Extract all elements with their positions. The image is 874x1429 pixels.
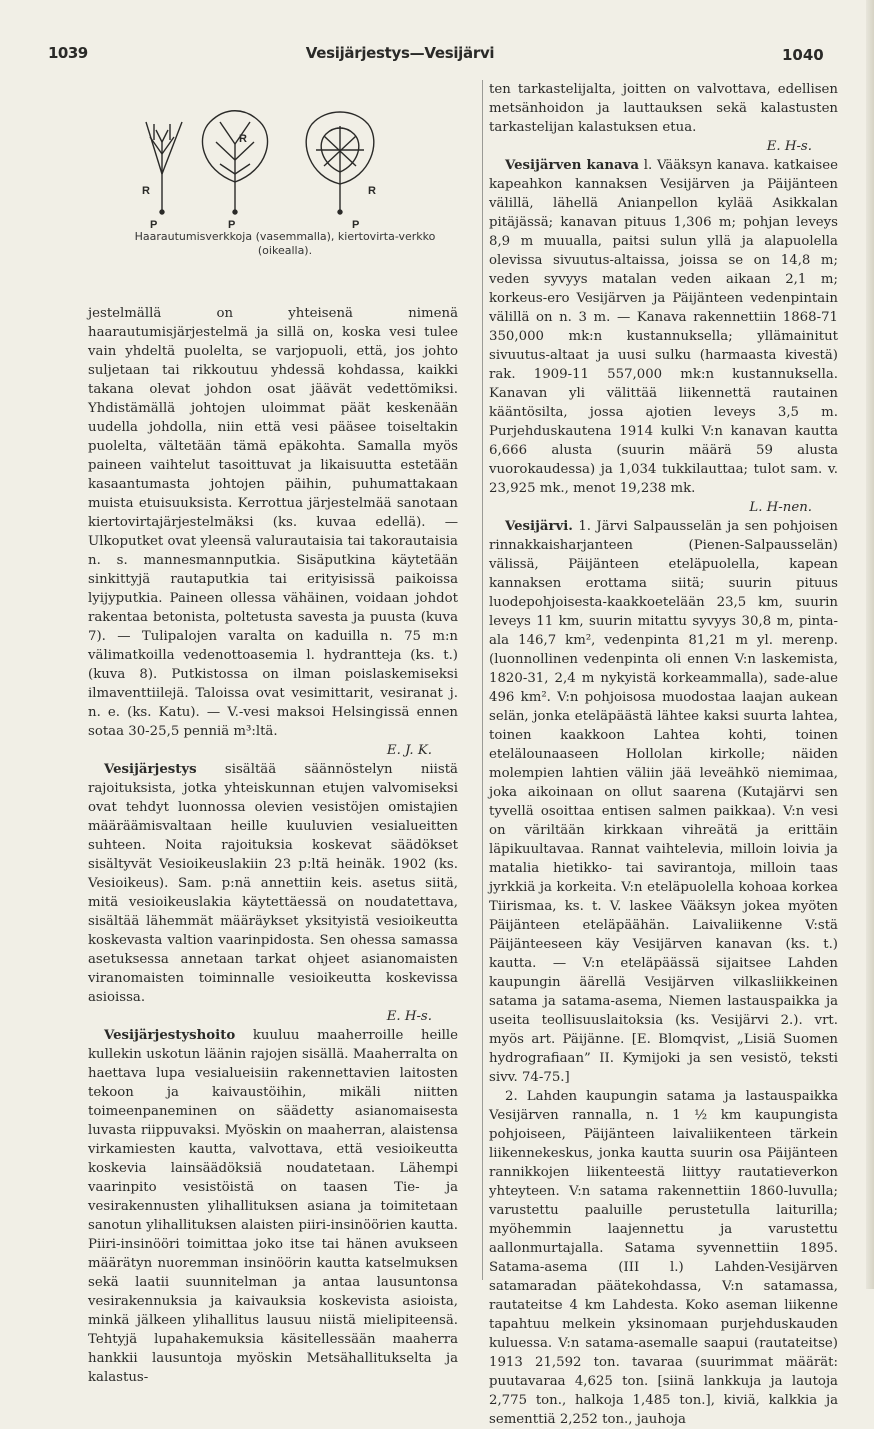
- author-signature: E. J. K.: [386, 743, 432, 758]
- page-number-right: 1040: [782, 46, 824, 64]
- network-diagrams-figure: [140, 82, 440, 232]
- left-column: [88, 304, 458, 1385]
- running-title: Vesijärjestys—Vesijärvi: [305, 44, 495, 62]
- figure-label-r1: R: [142, 185, 150, 197]
- branching-network-diagram-1: [146, 122, 182, 214]
- entry-headword: Vesijärjestyshoito: [104, 1028, 236, 1043]
- entry-body: sisältää säännöstelyn niistä rajoituksista, jotka yhteiskunnan etujen valvomiseksi ovat tehdyt luonnossa olevien vesistöjen omistajien määräämisvaltaan heille kuuluvien vesialueitten suhteen. Noita rajoituksia koskevat säädökset sisältyvät Vesioikeuslakiin 23 p:ltä heinäk. 1902 (ks. Vesioikeus). Sam. p:nä annettiin keis. asetus siitä, mitä vesioikeuslakia käytettäessä on noudatettava, sisältää lähemmät määräykset yksityistä vesioikeutta koskevasta valtion vaarinpidosta. Sen ohessa samassa asetuksessa annetaan tarkat ohjeet asianomaisten viranomaisten toiminnalle vesioikeutta koskevissa asioissa.: [88, 762, 458, 1005]
- figure-label-p1: P: [150, 219, 158, 231]
- entry-vesijarjestys: [88, 760, 458, 1007]
- paragraph-network-text: jestelmällä on yhteisenä nimenä haarautumisjärjestelmä ja sillä on, koska vesi tulee vain yhdeltä puolelta, se varjopuoli, että, jos johto suljetaan tai rikkoutuu yhdessä kohdassa, kaikki takana olevat johdon osat jäävät vedettömiksi. Yhdistämällä johtojen uloimmat päät keskenään uudella johdolla, niin että vesi pääsee toiseltakin puolelta, vältetään tämä epäkohta. Samalla myös paineen vaihtelut tasoittuvat ja likaisuutta estetään kasaantumasta johtojen päihin, puhumattakaan muista etuisuuksista. Kerrottua järjestelmää sanotaan kiertovirtajärjestelmäksi (ks. kuvaa edellä). — Ulkoputket ovat yleensä valurautaisia tai takorautaisia n. s. mannesmannputkia. Sisäputkina käytetään sinkittyjä rautaputkia tai erityisissä paikoissa lyijyputkia. Paineen ollessa vähäinen, voidaan johdot rakentaa betonista, poltetusta savesta ja puusta (kuva 7). — Tulipalojen varalta on kaduilla n. 75 m:n välimatkoilla vedenottoasemia l. hydrantteja (ks. t.) (kuva 8). Putkistossa on ilman poislaskemiseksi ilmaventtiilejä. Taloissa ovat vesimittarit, vesiranat j. n. e. (ks. Katu). — V.-vesi maksoi Helsingissä ennen sotaa 30-25,5 penniä m³:ltä.: [88, 306, 458, 739]
- entry-headword: Vesijärvi.: [505, 519, 573, 534]
- figure-label-p2: P: [228, 219, 236, 231]
- entry-body: 1. Järvi Salpausselän ja sen pohjoisen rinnakkaisharjanteen (Pienen-Salpausselän) välissä, Päijänteen eteläpuolella, kapean kannaksen erottama siitä; suurin pituus luodepohjoisesta-kaakkoetelään 23,5 km, suurin leveys 11 km, suurin mitattu syvyys 30,8 m, pinta-ala 146,7 km², vedenpinta 81,21 m yl. merenp. (luonnollinen vedenpinta oli ennen V:n laskemista, 1820-31, 2,4 m nykyistä korkeammalla), sade-alue 496 km². V:n pohjoisosa muodostaa laajan aukean selän, jonka eteläpäästä lähtee kaksi suurta lahtea, toinen kaakkoon Lahtea kohti, toinen etelälounaaseen Hollolan kirkolle; näiden molempien lahtien väliin jää leveähkö niemimaa, joka aikoinaan on ollut saarena (Kutajärvi sen tyvellä osoittaa entisen salmen paikkaa). V:n vesi on väriltään kirkkaan vihreätä ja erittäin läpikuultavaa. Rannat vaihtelevia, milloin loivia ja matalia hietikko- tai savirantoja, milloin taas jyrkkiä ja korkeita. V:n eteläpuolella kohoaa korkea Tiirismaa, ks. t. V. laskee Vääksyn jokea myöten Päijänteen eteläpäähän. Laivaliikenne V:stä Päijänteeseen käy Vesijärven kanavan (ks. t.) kautta. — V:n eteläpäässä sijaitsee Lahden kaupungin äärellä Vesijärven vilkasliikkeinen satama ja satama-asema, Niemen lastauspaikka ja useita teollisuuslaitoksia (ks. Vesijärvi 2.). vrt. myös art. Päijänne. [E. Blomqvist, „Lisiä Suomen hydrografiaan” II. Kymijoki ja sen vesistö, teksti sivv. 74-75.]: [489, 519, 838, 1085]
- figure-label-p3: P: [352, 219, 360, 231]
- entry-vesijarven-kanava: [489, 156, 838, 498]
- circulation-network-diagram: [306, 112, 374, 214]
- entry-headword: Vesijärven kanava: [505, 158, 639, 173]
- paragraph-continuation: ten tarkastelijalta, joitten on valvottava, edellisen metsänhoidon ja lauttauksen sekä kalastusten tarkastelijan kalastuksen etua.: [489, 82, 838, 135]
- author-signature: L. H-nen.: [749, 500, 812, 515]
- right-column: [482, 80, 838, 1427]
- entry-vesijarvi: [489, 517, 838, 1087]
- entry-body: l. Vääksyn kanava. katkaisee kapeahkon kannaksen Vesijärven ja Päijänteen välillä, lähellä Anianpellon kylää Asikkalan pitäjässä; kanavan pituus 1,306 m; pohjan leveys 8,9 m muualla, paitsi sulun yllä ja alapuolella olevissa sivuutus-altaissa, joissa se on 14,8 m; veden syvyys matalan veden aikaan 2,1 m; korkeus-ero Vesijärven ja Päijänteen vedenpintain välillä on n. 3 m. — Kanava rakennettiin 1868-71 350,000 mk:n kustannuksella; yllämainitut sivuutus-altaat ja uusi sulku (harmaasta kivestä) rak. 1909-11 557,000 mk:n kustannuksella. Kanavan yli välittää liikennettä rautainen kääntösilta, jossa ajotien leveys 3,5 m. Purjehduskautena 1914 kulki V:n kanavan kautta 6,666 alusta (suurin määrä 59 alusta vuorokaudessa) ja 1,034 tukkilauttaa; tulot sam. v. 23,925 mk., menot 19,238 mk.: [489, 158, 838, 496]
- figure-label-r2: R: [239, 133, 247, 145]
- page-number-left: 1039: [48, 44, 88, 62]
- page-header: [0, 44, 874, 68]
- author-signature: E. H-s.: [766, 139, 812, 154]
- entry-body: kuuluu maaherroille heille kullekin uskotun läänin rajojen sisällä. Maaherralta on haettava lupa vesialueisiin rakennettavien laitosten tekoon ja kaivaustöihin, mikäli niitten toimeenpaneminen on säädetty asianomaisesta luvasta riippuvaksi. Myöskin on maaherran, alaistensa virkamiesten kautta, valvottava, että vesioikeutta koskevia lainsäädöksiä noudatetaan. Lähempi vaarinpito vesistöistä on taasen Tie- ja vesirakennusten ylihallituksen asiana ja toimitetaan sanotun ylihallituksen alaisten piiri-insinöörien kautta. Piiri-insinööri toimittaa joko itse tai hänen avukseen määrätyn nuoremman insinöörin kautta katselmuksen sekä laatii suunnitelman ja antaa lausuntonsa vesirakennuksia ja kaivauksia koskevista asioista, minkä jälkeen ylihallitus lausuu niistä mielipiteensä. Tehtyjä lupahakemuksia käsitellessään maaherra hankkii lausuntoja myöskin Metsähallitukselta ja kalastus-: [88, 1028, 458, 1385]
- page-edge-shadow: [866, 0, 874, 1289]
- figure-caption: Haarautumisverkkoja (vasemmalla), kiertovirta-verkko (oikealla).: [134, 230, 436, 257]
- figure-label-r3: R: [368, 185, 376, 197]
- entry-vesijarvi-2: 2. Lahden kaupungin satama ja lastauspaikka Vesijärven rannalla, n. 1 ½ km kaupungista pohjoiseen, Päijänteen laivaliikenteen tärkein liikennekeskus, jonka kautta suurin osa Päijänteen rannikkojen liikenteestä liittyy rautatieverkon yhteyteen. V:n satama rakennettiin 1860-luvulla; varustettu paaluille perustetulla laiturilla; myöhemmin laajennettu ja varustettu aallonmurtajalla. Satama syvennettiin 1895. Satama-asema (III l.) Lahden-Vesijärven satamaradan päätekohdassa, V:n satamassa, rautateitse 4 km Lahdesta. Koko aseman liikenne tapahtuu melkein yksinomaan purjehduskauden kuluessa. V:n satama-asemalle saapui (rautateitse) 1913 21,592 ton. tavaraa (suurimmat määrät: puutavaraa 4,625 ton. [siinä lankkuja ja lautoja 2,775 ton., halkoja 1,485 ton.], kiviä, kalkkia ja sementtiä 2,252 ton., jauhoja: [489, 1089, 838, 1427]
- entry-vesijarjestyshoito: [88, 1026, 458, 1387]
- author-signature: E. H-s.: [386, 1009, 432, 1024]
- entry-headword: Vesijärjestys: [104, 762, 197, 777]
- branching-network-diagram-2: [202, 111, 267, 214]
